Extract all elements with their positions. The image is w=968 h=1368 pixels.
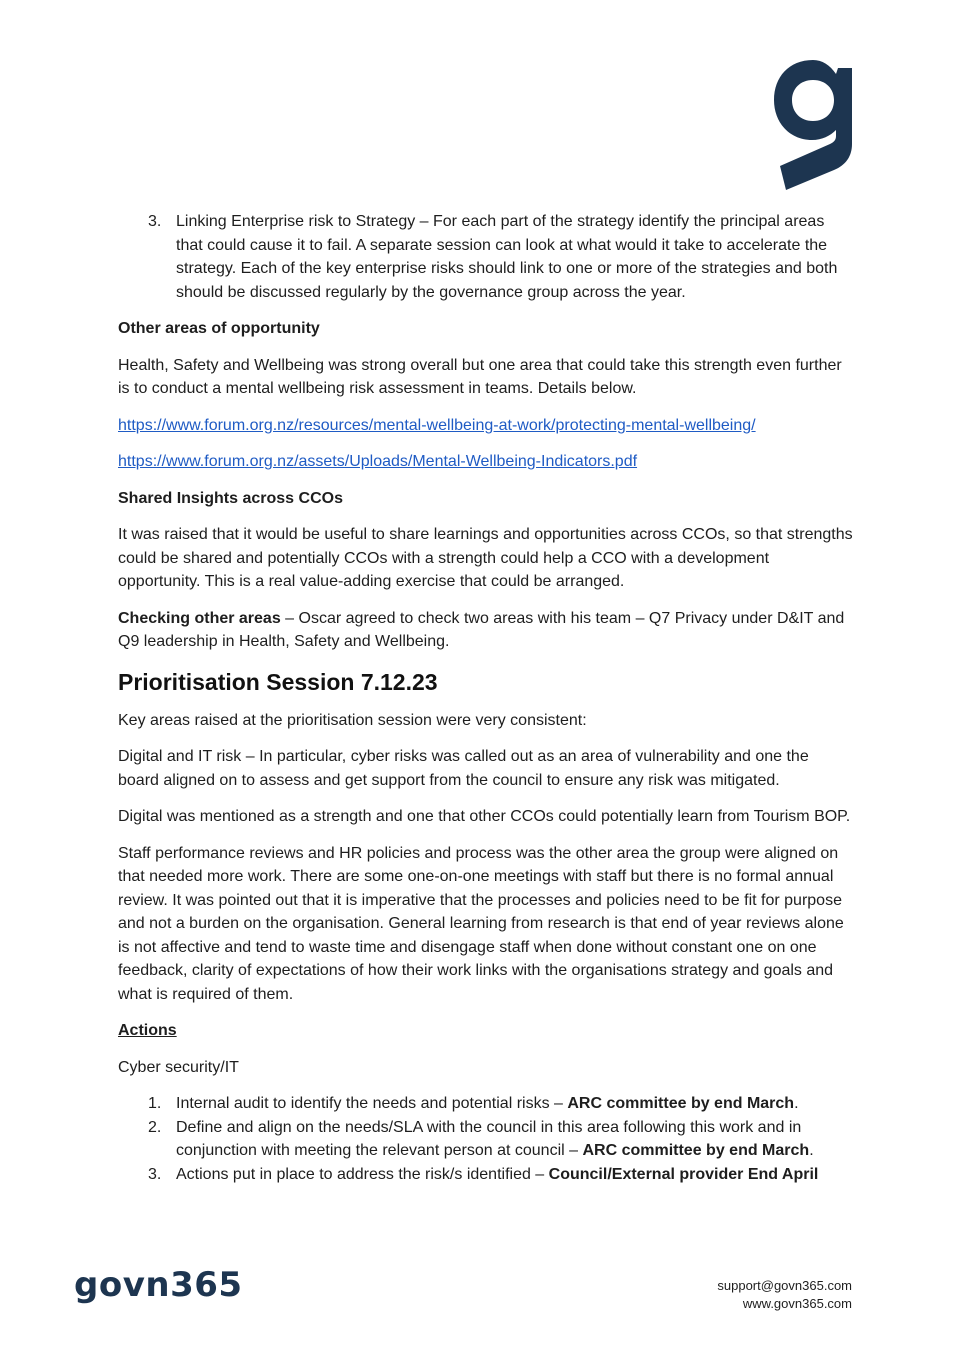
list-item-text: Linking Enterprise risk to Strategy – For each part of the strategy identify the principal areas that could cause it to fail. A separate session can look at what would it take to accelerate the strategy. Each of the key enterprise risks should link to one or more of the strategies and both should be discussed regularly by the governance group across the year. (176, 213, 838, 301)
document-body (118, 210, 854, 1199)
govn365-g-icon (770, 54, 856, 192)
staff-reviews-paragraph: Staff performance reviews and HR policies and process was the other area the group were aligned on that needed more work. There are some one-on-one meetings with staff but there is no formal annual review. It was pointed out that it is imperative that the processes and policies need to be fit for purpose and not a burden on the organisation. General learning from research is that end of year reviews alone is not affective and tend to waste time and disengage staff when done without constant one on one feedback, clarity of expectations of how their work links with the organisations strategy and goals and what is required of them. (118, 844, 844, 1003)
other-areas-heading: Other areas of opportunity (118, 320, 320, 337)
checking-paragraph (118, 607, 854, 654)
prioritisation-title: Prioritisation Session 7.12.23 (118, 668, 438, 695)
digital-risk-paragraph: Digital and IT risk – In particular, cyber risks was called out as an area of vulnerability and one the board aligned on to assess and get support from the council to ensure any risk was mitigated. (118, 748, 809, 789)
action-tail: . (809, 1142, 814, 1159)
other-areas-text: Health, Safety and Wellbeing was strong overall but one area that could take this strength even further is to conduct a mental wellbeing risk assessment in teams. Details below. (118, 356, 842, 397)
list-number: 3. (148, 1165, 162, 1183)
prioritisation-intro: Key areas raised at the prioritisation session were very consistent: (118, 711, 587, 729)
actions-subheading: Cyber security/IT (118, 1058, 239, 1076)
support-email[interactable]: support@govn365.com (717, 1278, 852, 1293)
action-owner: ARC committee by end March (582, 1142, 810, 1159)
checking-label: Checking other areas (118, 609, 281, 627)
list-item (118, 210, 854, 304)
svg-text:govn365: govn365 (74, 1266, 243, 1305)
list-number: 2. (148, 1118, 162, 1136)
action-tail: . (794, 1095, 799, 1112)
list-item (118, 1116, 854, 1163)
digital-strength-paragraph: Digital was mentioned as a strength and one that other CCOs could potentially learn from Tourism BOP. (118, 808, 851, 825)
mental-wellbeing-link[interactable]: https://www.forum.org.nz/resources/mental-wellbeing-at-work/protecting-mental-wellbeing/ (118, 416, 756, 434)
website-link[interactable]: www.govn365.com (742, 1296, 852, 1311)
list-item (118, 1163, 854, 1187)
wellbeing-indicators-link[interactable]: https://www.forum.org.nz/assets/Uploads/Mental-Wellbeing-Indicators.pdf (118, 453, 638, 470)
checking-text: – Oscar agreed to check two areas with his team – Q7 Privacy under D&IT and Q9 leadership in Health, Safety and Wellbeing. (118, 609, 845, 650)
actions-list (118, 1092, 854, 1186)
list-item (118, 1092, 854, 1116)
list-number: 1. (148, 1095, 162, 1112)
list-number: 3. (148, 213, 162, 230)
action-owner: ARC committee by end March (567, 1095, 795, 1112)
action-owner: Council/External provider End April (548, 1165, 819, 1183)
shared-insights-text: It was raised that it would be useful to share learnings and opportunities across CCOs, so that strengths could be shared and potentially CCOs with a strength could help a CCO with a development opportunity. This is a real value-adding exercise that could be arranged. (118, 526, 853, 590)
action-text: Define and align on the needs/SLA with the council in this area following this work and in conjunction with meeting the relevant person at council – (176, 1118, 802, 1159)
strategy-list (118, 210, 854, 304)
actions-heading: Actions (118, 1022, 177, 1039)
action-text: Actions put in place to address the risk/s identified – (176, 1165, 549, 1183)
govn365-logo (74, 1266, 250, 1314)
shared-insights-heading: Shared Insights across CCOs (118, 489, 343, 507)
footer-contact (717, 1277, 852, 1313)
action-text: Internal audit to identify the needs and potential risks – (176, 1095, 568, 1112)
